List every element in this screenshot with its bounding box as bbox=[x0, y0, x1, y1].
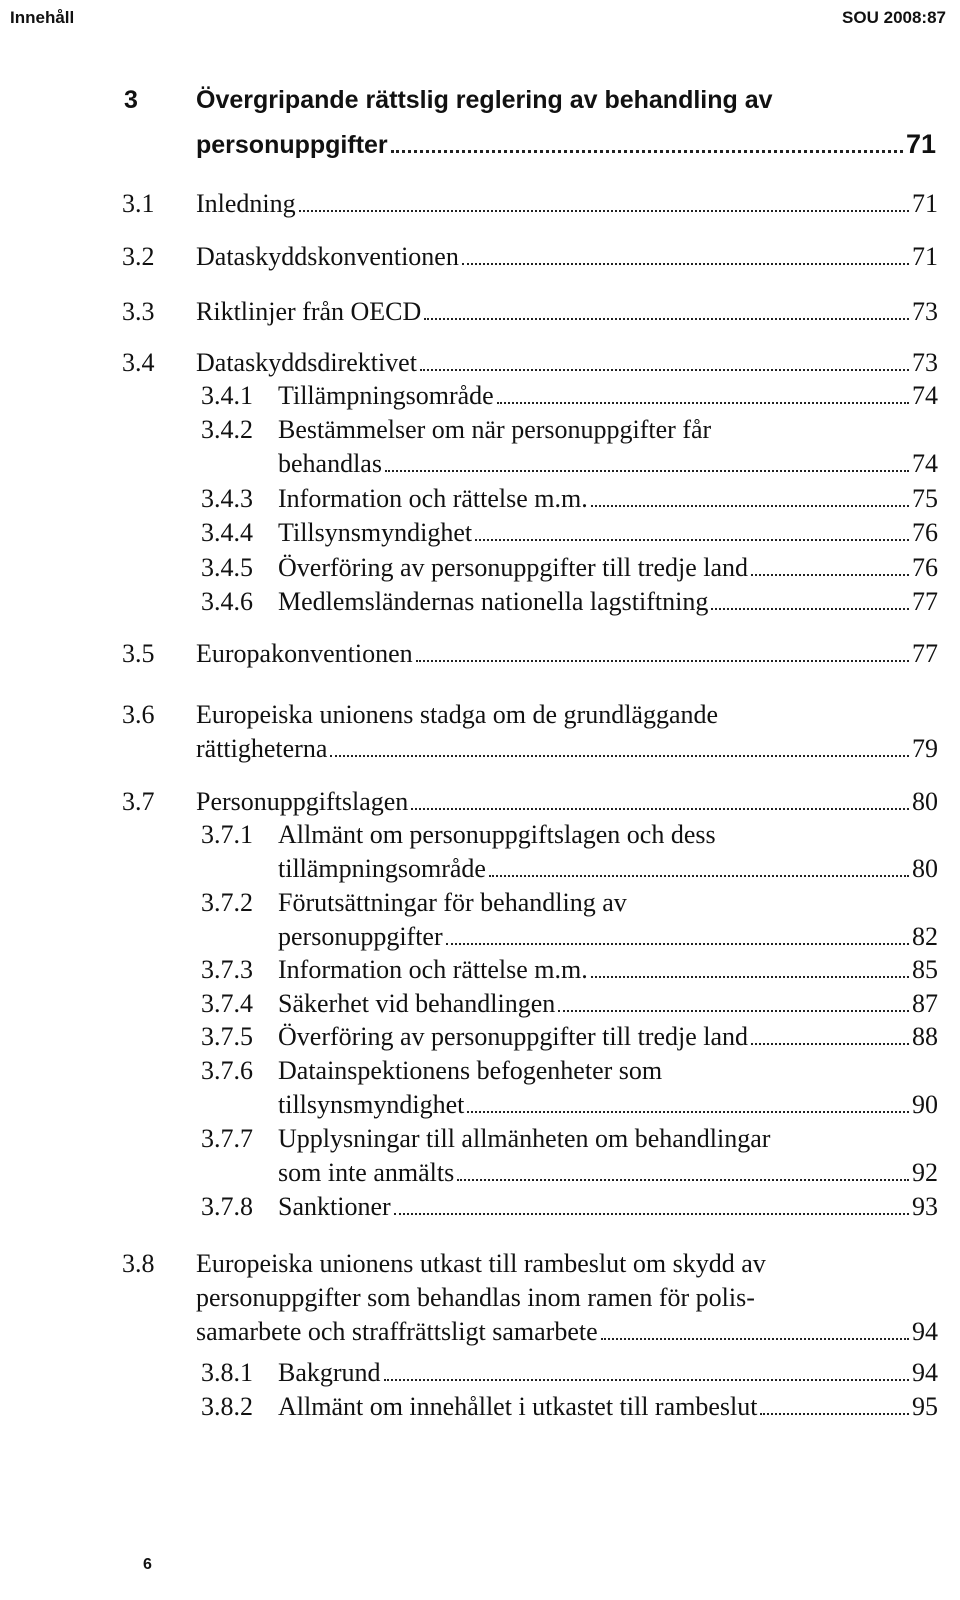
toc-entry-title-text: samarbete och straffrättsligt samarbete bbox=[196, 1317, 598, 1346]
toc-chapter-title-text: personuppgifter bbox=[196, 131, 388, 159]
toc-entry-title bbox=[278, 1054, 938, 1122]
toc-entry-title-line bbox=[196, 732, 938, 766]
toc-entry-title bbox=[278, 987, 938, 1021]
toc-entry-title-text: Riktlinjer från OECD bbox=[196, 297, 422, 326]
toc-entry-title-line bbox=[196, 240, 938, 274]
toc-entry-title bbox=[278, 886, 938, 954]
toc-entry-number: 3.6 bbox=[122, 700, 155, 729]
toc-entry-page: 77 bbox=[912, 587, 938, 616]
toc-entry-title-line bbox=[196, 698, 938, 732]
toc-entry-title bbox=[278, 482, 938, 516]
toc-entry-title-line bbox=[278, 585, 938, 619]
dot-leader bbox=[420, 369, 909, 371]
toc-entry-page: 87 bbox=[912, 989, 938, 1018]
toc-entry-title bbox=[196, 240, 938, 274]
toc-chapter-title-line bbox=[196, 78, 936, 122]
toc-entry-title-text: Dataskyddskonventionen bbox=[196, 242, 459, 271]
toc-entry-number: 3.4.6 bbox=[201, 587, 253, 616]
toc-entry-number: 3.3 bbox=[122, 297, 155, 326]
toc-entry-title-text: personuppgifter bbox=[278, 922, 443, 951]
dot-leader bbox=[751, 1043, 909, 1045]
toc-chapter-title-line bbox=[196, 122, 936, 167]
toc-entry-title-text: som inte anmälts bbox=[278, 1158, 455, 1187]
toc-entry-title-text: Överföring av personuppgifter till tredje land bbox=[278, 553, 749, 582]
toc-entry-title-line bbox=[278, 1390, 938, 1424]
toc-entry-page: 74 bbox=[912, 381, 938, 410]
toc-entry-number: 3.4.4 bbox=[201, 518, 253, 547]
toc-entry-number: 3.4.1 bbox=[201, 381, 253, 410]
toc-entry-title-text: Allmänt om innehållet i utkastet till rambeslut bbox=[278, 1392, 758, 1421]
toc-entry-number: 3.1 bbox=[122, 189, 155, 218]
toc-entry-title-text: Sanktioner bbox=[278, 1192, 391, 1221]
dot-leader bbox=[601, 1338, 909, 1340]
toc-entry-page: 73 bbox=[912, 348, 938, 377]
header-section-label: Innehåll bbox=[10, 8, 75, 27]
toc-entry-title-line bbox=[278, 920, 938, 954]
toc-entry-number: 3.4.3 bbox=[201, 484, 253, 513]
toc-entry-page: 95 bbox=[912, 1392, 938, 1421]
toc-entry-title-line bbox=[278, 1122, 938, 1156]
toc-entry-title bbox=[196, 187, 938, 221]
dot-leader bbox=[457, 1179, 909, 1181]
toc-entry-number: 3.4.2 bbox=[201, 415, 253, 444]
toc-entry-title bbox=[196, 785, 938, 819]
toc-entry-title-text: Datainspektionens befogenheter som bbox=[278, 1056, 663, 1085]
toc-entry-title-text: Personuppgiftslagen bbox=[196, 787, 409, 816]
toc-entry-title-line bbox=[278, 1020, 938, 1054]
toc-entry-page: 73 bbox=[912, 297, 938, 326]
dot-leader bbox=[299, 210, 909, 212]
toc-entry-page: 74 bbox=[912, 449, 938, 478]
toc-entry-title-text: Tillämpningsområde bbox=[278, 381, 494, 410]
dot-leader bbox=[475, 539, 909, 541]
toc-chapter-title bbox=[196, 78, 936, 167]
toc-entry-title-line bbox=[278, 1190, 938, 1224]
toc-entry-title bbox=[278, 551, 938, 585]
toc-entry-number: 3.7.8 bbox=[201, 1192, 253, 1221]
dot-leader bbox=[497, 402, 909, 404]
toc-entry-title-line bbox=[196, 1281, 938, 1315]
toc-entry-page: 80 bbox=[912, 787, 938, 816]
toc-entry-title bbox=[278, 1390, 938, 1424]
toc-entry-title-line bbox=[278, 1156, 938, 1190]
toc-entry-title-text: Information och rättelse m.m. bbox=[278, 955, 588, 984]
toc-entry-title-text: Säkerhet vid behandlingen bbox=[278, 989, 556, 1018]
toc-entry-title-text: Bakgrund bbox=[278, 1358, 381, 1387]
dot-leader bbox=[384, 1379, 909, 1381]
header-document-id: SOU 2008:87 bbox=[842, 8, 946, 27]
toc-entry-title-text: personuppgifter som behandlas inom ramen för polis- bbox=[196, 1283, 755, 1312]
toc-entry-title-line bbox=[196, 637, 938, 671]
toc-entry-title-line bbox=[278, 1088, 938, 1122]
toc-entry-page: 76 bbox=[912, 518, 938, 547]
toc-entry-title-line bbox=[278, 516, 938, 550]
toc-entry-page: 79 bbox=[912, 734, 938, 763]
toc-entry-number: 3.4 bbox=[122, 348, 155, 377]
toc-entry-title bbox=[196, 698, 938, 766]
toc-entry-number: 3.2 bbox=[122, 242, 155, 271]
toc-entry-number: 3.8.1 bbox=[201, 1358, 253, 1387]
toc-entry-page: 93 bbox=[912, 1192, 938, 1221]
toc-entry-title-line bbox=[278, 987, 938, 1021]
dot-leader bbox=[391, 150, 903, 153]
toc-entry-number: 3.7.4 bbox=[201, 989, 253, 1018]
toc-entry-title-line bbox=[278, 1356, 938, 1390]
toc-entry-title-line bbox=[278, 379, 938, 413]
toc-entry-title-line bbox=[278, 818, 938, 852]
toc-entry-number: 3.5 bbox=[122, 639, 155, 668]
toc-entry-page: 71 bbox=[912, 242, 938, 271]
dot-leader bbox=[467, 1111, 909, 1113]
toc-entry-title-line bbox=[196, 187, 938, 221]
toc-entry-page: 94 bbox=[912, 1358, 938, 1387]
toc-entry-number: 3.7.1 bbox=[201, 820, 253, 849]
toc-entry-title bbox=[278, 953, 938, 987]
toc-entry-title-text: Medlemsländernas nationella lagstiftning bbox=[278, 587, 709, 616]
dot-leader bbox=[330, 755, 909, 757]
toc-entry-title bbox=[278, 1356, 938, 1390]
dot-leader bbox=[751, 574, 909, 576]
page-number: 6 bbox=[143, 1556, 152, 1573]
toc-entry-number: 3.4.5 bbox=[201, 553, 253, 582]
toc-entry-title-text: Europeiska unionens utkast till rambeslut om skydd av bbox=[196, 1249, 766, 1278]
dot-leader bbox=[591, 976, 909, 978]
toc-entry-title bbox=[278, 1020, 938, 1054]
dot-leader bbox=[489, 875, 909, 877]
toc-entry-title-line bbox=[196, 1315, 938, 1349]
toc-entry-title-line bbox=[278, 1054, 938, 1088]
dot-leader bbox=[394, 1213, 909, 1215]
toc-entry-title-text: Överföring av personuppgifter till tredje land bbox=[278, 1022, 749, 1051]
toc-entry-title-line bbox=[278, 886, 938, 920]
toc-entry-page: 76 bbox=[912, 553, 938, 582]
toc-entry-number: 3.7.3 bbox=[201, 955, 253, 984]
dot-leader bbox=[416, 660, 909, 662]
toc-entry-title bbox=[196, 637, 938, 671]
toc-entry-number: 3.8.2 bbox=[201, 1392, 253, 1421]
toc-entry-page: 92 bbox=[912, 1158, 938, 1187]
toc-entry-title-text: rättigheterna bbox=[196, 734, 328, 763]
toc-entry-title-line bbox=[196, 346, 938, 380]
toc-entry-title-text: Information och rättelse m.m. bbox=[278, 484, 588, 513]
toc-chapter-title-text: Övergripande rättslig reglering av behandling av bbox=[196, 86, 773, 114]
toc-entry-page: 85 bbox=[912, 955, 938, 984]
toc-entry-title-text: Upplysningar till allmänheten om behandlingar bbox=[278, 1124, 771, 1153]
toc-entry-title-line bbox=[278, 551, 938, 585]
toc-entry-page: 71 bbox=[912, 189, 938, 218]
toc-entry-title-line bbox=[196, 295, 938, 329]
toc-entry-number: 3.7.2 bbox=[201, 888, 253, 917]
dot-leader bbox=[385, 470, 909, 472]
toc-entry-page: 80 bbox=[912, 854, 938, 883]
toc-entry-title bbox=[278, 516, 938, 550]
toc-entry-title bbox=[278, 413, 938, 481]
toc-entry-title-line bbox=[196, 1247, 938, 1281]
toc-entry-title-text: Europeiska unionens stadga om de grundläggande bbox=[196, 700, 719, 729]
toc-entry-title-text: Allmänt om personuppgiftslagen och dess bbox=[278, 820, 716, 849]
dot-leader bbox=[446, 943, 909, 945]
toc-entry-number: 3.8 bbox=[122, 1249, 155, 1278]
toc-entry-title-line bbox=[278, 447, 938, 481]
toc-entry-title bbox=[196, 1247, 938, 1349]
toc-entry-title-text: Dataskyddsdirektivet bbox=[196, 348, 417, 377]
dot-leader bbox=[558, 1010, 909, 1012]
dot-leader bbox=[711, 608, 909, 610]
toc-entry-page: 75 bbox=[912, 484, 938, 513]
toc-entry-page: 90 bbox=[912, 1090, 938, 1119]
toc-entry-page: 94 bbox=[912, 1317, 938, 1346]
toc-entry-title-line bbox=[196, 785, 938, 819]
toc-entry-title-text: Inledning bbox=[196, 189, 296, 218]
toc-entry-title-text: tillämpningsområde bbox=[278, 854, 486, 883]
toc-entry-title bbox=[278, 1190, 938, 1224]
toc-entry-title-text: Bestämmelser om när personuppgifter får bbox=[278, 415, 712, 444]
toc-entry-title bbox=[278, 1122, 938, 1190]
toc-entry-title-line bbox=[278, 413, 938, 447]
toc-entry-title-line bbox=[278, 482, 938, 516]
toc-entry-title bbox=[278, 379, 938, 413]
toc-entry-page: 77 bbox=[912, 639, 938, 668]
toc-entry-title-text: behandlas bbox=[278, 449, 382, 478]
toc-chapter-number: 3 bbox=[124, 86, 138, 114]
toc-entry-number: 3.7.5 bbox=[201, 1022, 253, 1051]
dot-leader bbox=[462, 263, 909, 265]
toc-chapter-page: 71 bbox=[905, 129, 936, 159]
toc-entry-number: 3.7.7 bbox=[201, 1124, 253, 1153]
toc-entry-title-text: Tillsynsmyndighet bbox=[278, 518, 473, 547]
toc-entry-title bbox=[278, 585, 938, 619]
toc-entry-page: 88 bbox=[912, 1022, 938, 1051]
toc-entry-title bbox=[196, 295, 938, 329]
dot-leader bbox=[424, 318, 909, 320]
toc-entry-title-line bbox=[278, 852, 938, 886]
dot-leader bbox=[591, 505, 909, 507]
toc-entry-title-text: Europakonventionen bbox=[196, 639, 413, 668]
toc-entry-number: 3.7.6 bbox=[201, 1056, 253, 1085]
toc-entry-title bbox=[278, 818, 938, 886]
toc-entry-page: 82 bbox=[912, 922, 938, 951]
dot-leader bbox=[760, 1413, 909, 1415]
toc-entry-number: 3.7 bbox=[122, 787, 155, 816]
toc-entry-title bbox=[196, 346, 938, 380]
toc-entry-title-line bbox=[278, 953, 938, 987]
running-header bbox=[0, 8, 960, 34]
dot-leader bbox=[411, 808, 909, 810]
toc-entry-title-text: Förutsättningar för behandling av bbox=[278, 888, 627, 917]
toc-entry-title-text: tillsynsmyndighet bbox=[278, 1090, 465, 1119]
